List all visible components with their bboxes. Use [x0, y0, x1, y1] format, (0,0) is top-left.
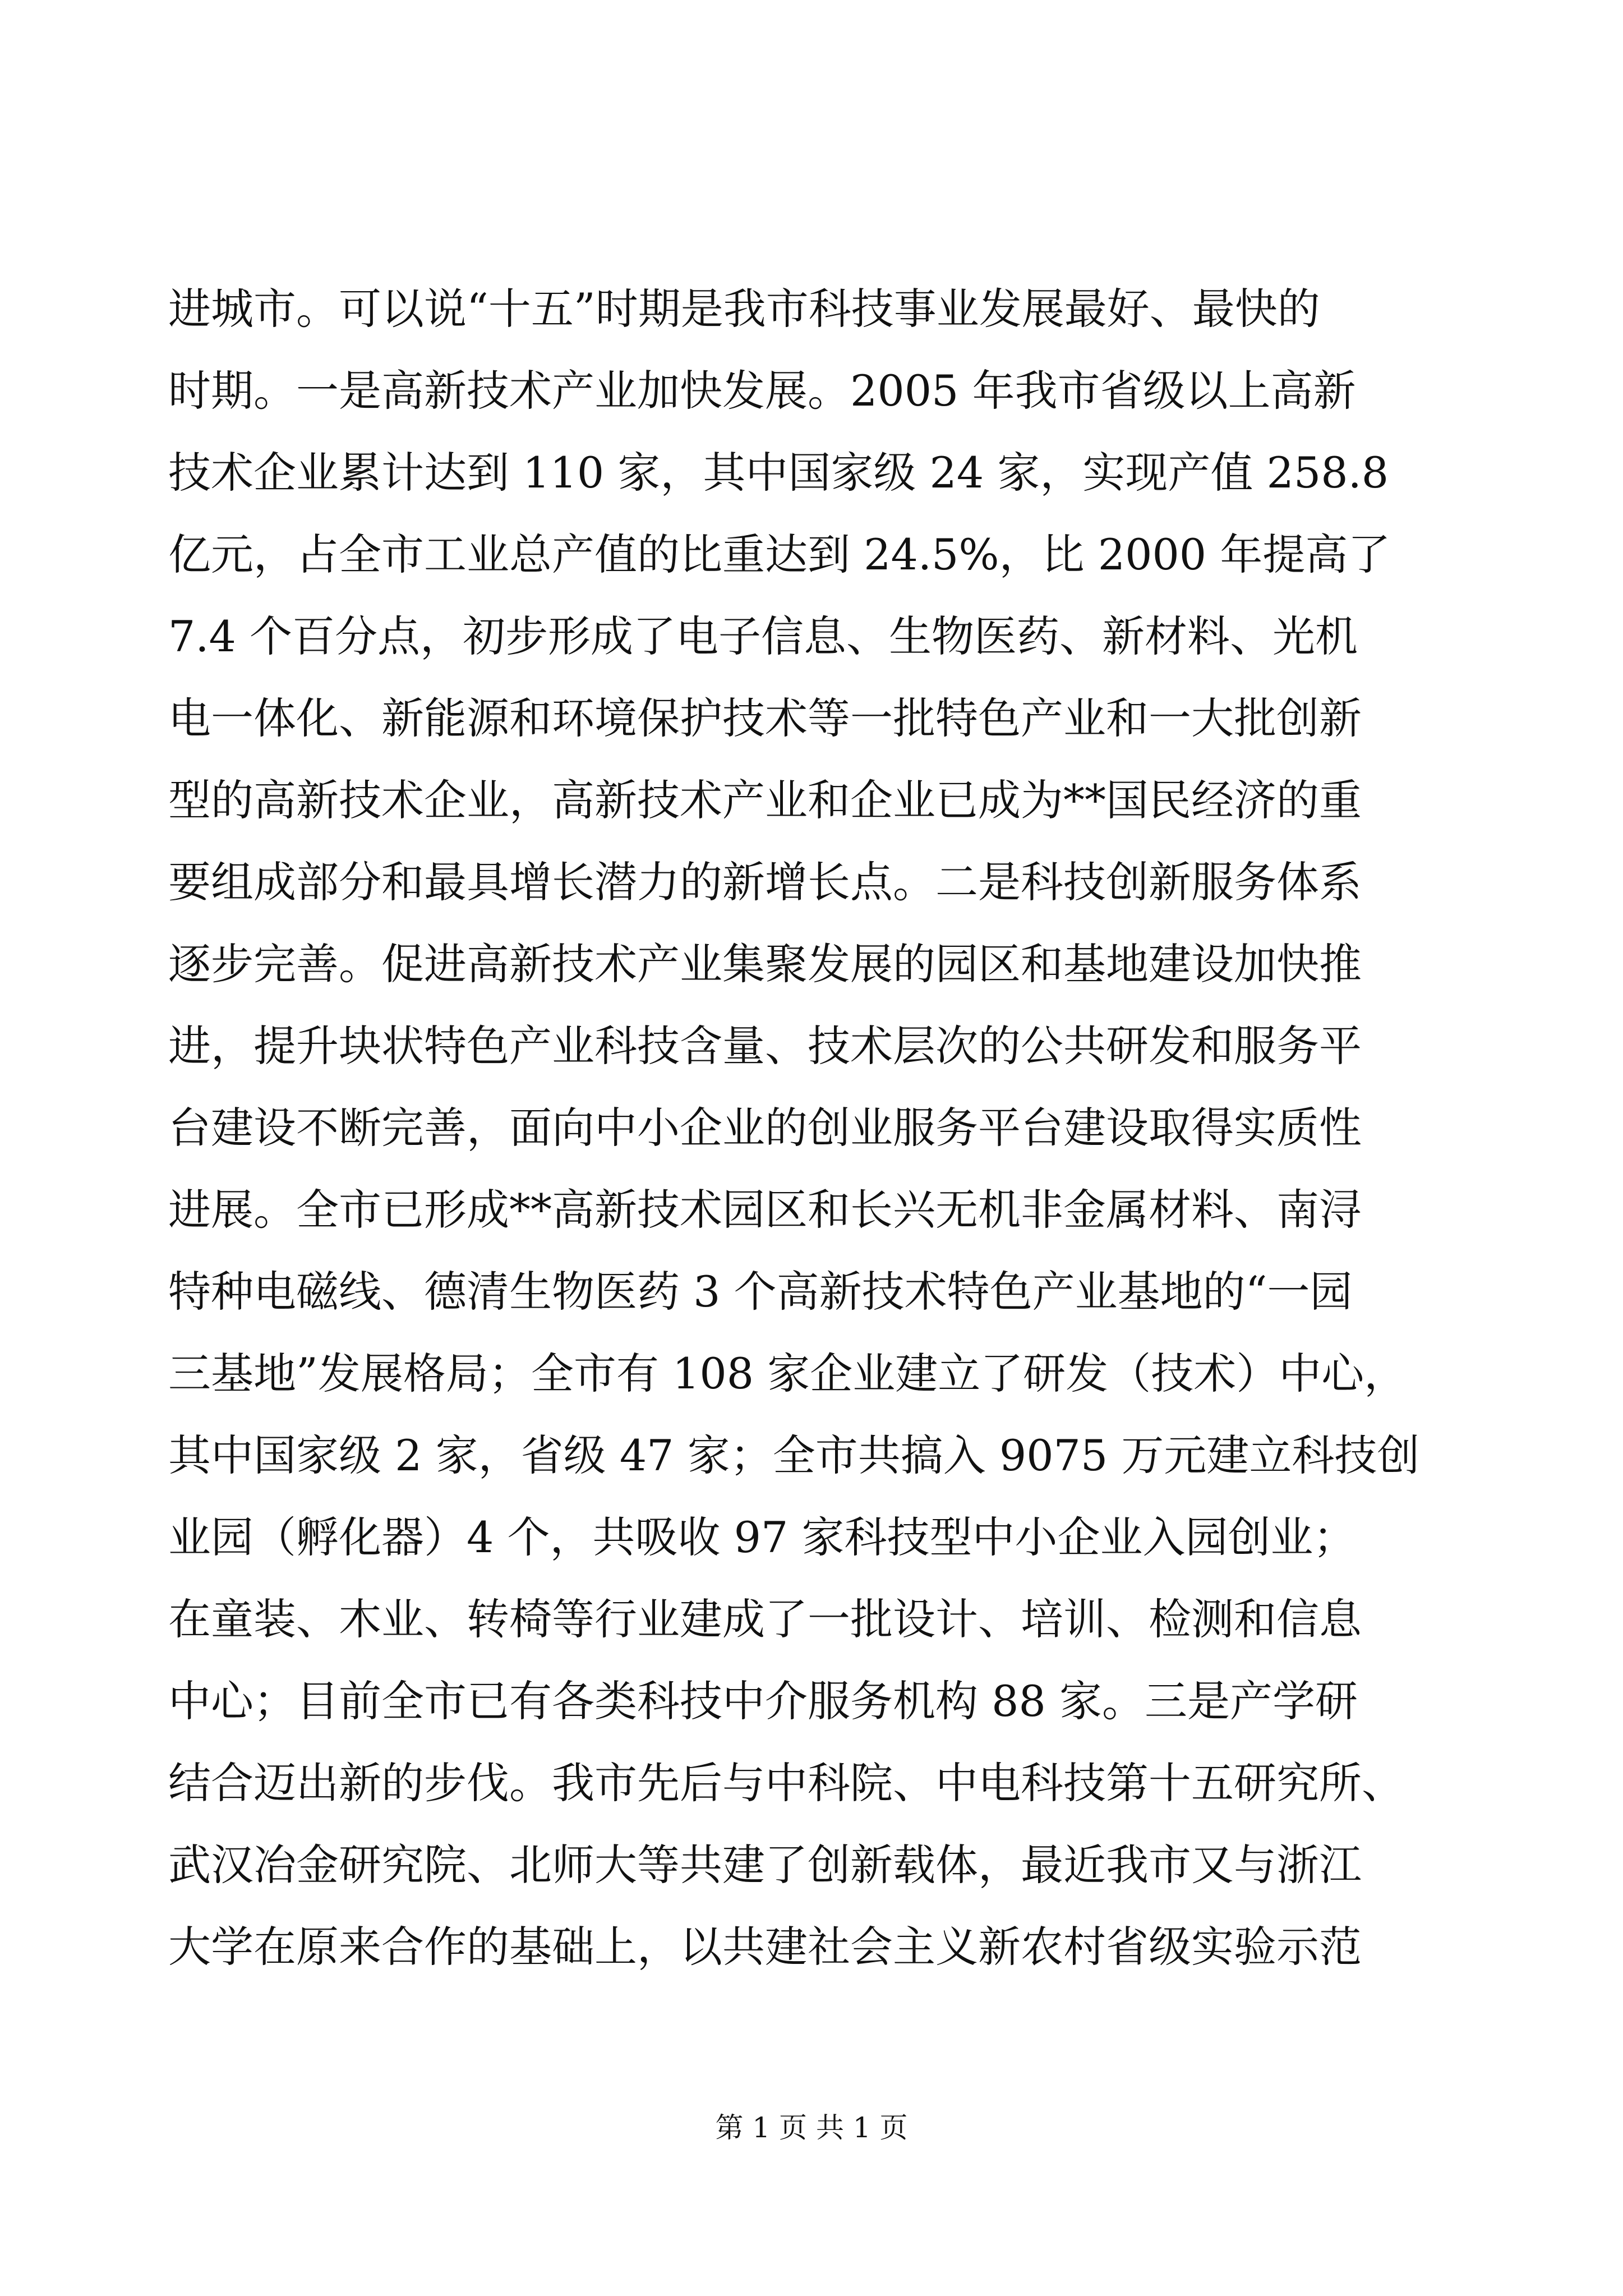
- text-line: 要组成部分和最具增长潜力的新增长点。二是科技创新服务体系: [168, 857, 1362, 907]
- text-line: 其中国家级 2 家，省级 47 家；全市共搞入 9075 万元建立科技创: [168, 1430, 1420, 1480]
- text-line: 型的高新技术企业，高新技术产业和企业已成为**国民经济的重: [168, 775, 1362, 825]
- text-line: 亿元，占全市工业总产值的比重达到 24.5%，比 2000 年提高了: [168, 530, 1391, 579]
- text-line: 台建设不断完善，面向中小企业的创业服务平台建设取得实质性: [168, 1103, 1362, 1153]
- page-number-label: 第 1 页 共 1 页: [715, 2111, 908, 2144]
- text-line: 特种电磁线、德清生物医药 3 个高新技术特色产业基地的“一园: [168, 1267, 1353, 1317]
- text-line: 7.4 个百分点，初步形成了电子信息、生物医药、新材料、光机: [168, 611, 1358, 661]
- text-line: 技术企业累计达到 110 家，其中国家级 24 家，实现产值 258.8: [168, 448, 1389, 498]
- text-line: 大学在原来合作的基础上，以共建社会主义新农村省级实验示范: [168, 1922, 1362, 1972]
- text-line: 时期。一是高新技术产业加快发展。2005 年我市省级以上高新: [168, 366, 1356, 416]
- text-line: 电一体化、新能源和环境保护技术等一批特色产业和一大批创新: [168, 693, 1362, 743]
- text-line: 逐步完善。促进高新技术产业集聚发展的园区和基地建设加快推: [168, 939, 1362, 989]
- text-line: 武汉冶金研究院、北师大等共建了创新载体，最近我市又与浙江: [168, 1840, 1362, 1890]
- text-line: 进城市。可以说“十五”时期是我市科技事业发展最好、最快的: [168, 284, 1320, 334]
- text-line: 进，提升块状特色产业科技含量、技术层次的公共研发和服务平: [168, 1021, 1362, 1071]
- text-line: 在童装、木业、转椅等行业建成了一批设计、培训、检测和信息: [168, 1594, 1362, 1644]
- body-text: [168, 268, 1436, 1988]
- text-line: 业园（孵化器）4 个，共吸收 97 家科技型中小企业入园创业；: [168, 1512, 1356, 1562]
- text-line: 结合迈出新的步伐。我市先后与中科院、中电科技第十五研究所、: [168, 1758, 1404, 1808]
- text-line: 进展。全市已形成**高新技术园区和长兴无机非金属材料、南浔: [168, 1185, 1362, 1235]
- text-line: 中心；目前全市已有各类科技中介服务机构 88 家。三是产学研: [168, 1676, 1358, 1726]
- text-line: 三基地”发展格局；全市有 108 家企业建立了研发（技术）中心，: [168, 1349, 1407, 1398]
- page-footer: [0, 2108, 1623, 2147]
